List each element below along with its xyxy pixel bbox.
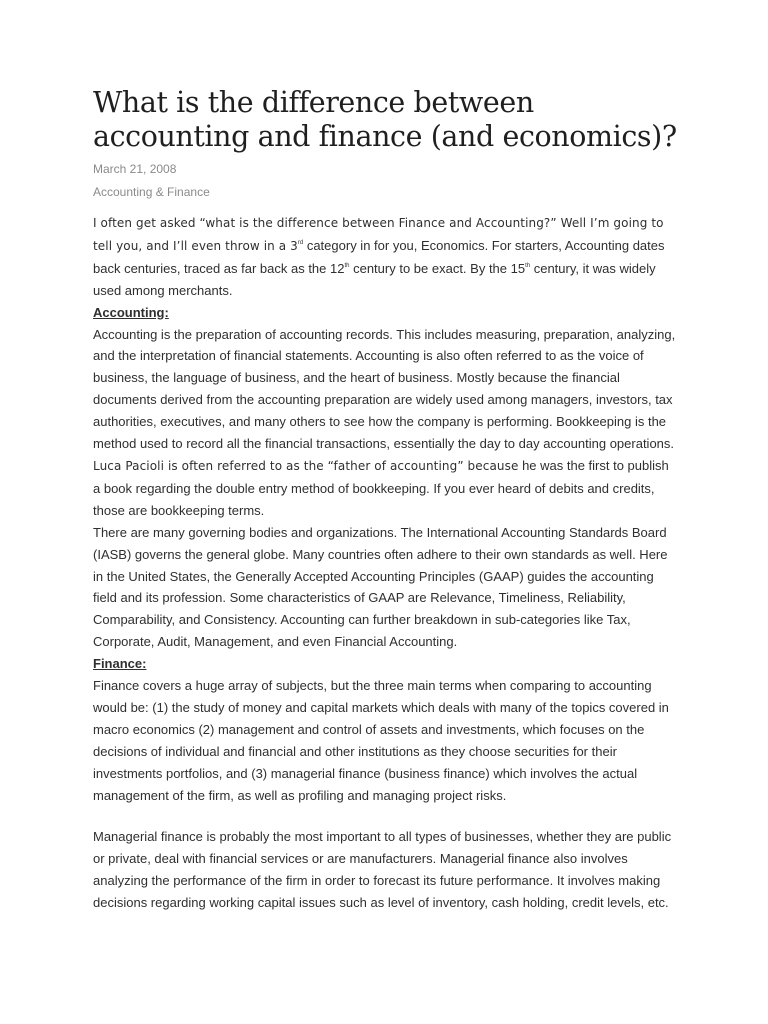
finance-heading: Finance: (93, 656, 147, 672)
article-date: March 21, 2008 (93, 162, 177, 176)
accounting-text-part-3: he was the first to publish a book regarding the double entry method of bookkeeping. If you ever heard of debits and credits, those are bookkeeping terms. (93, 457, 669, 518)
intro-paragraph (93, 212, 677, 302)
article-category: Accounting & Finance (93, 185, 210, 199)
superscript-th-2: th (525, 262, 531, 269)
intro-text-part-1: I often get asked “what is the difference between Finance and Accounting?” Well I’m going to tell you, and I’ll even throw in a 3 (93, 216, 664, 253)
superscript-th-1: th (344, 262, 350, 269)
accounting-paragraph-1 (93, 324, 677, 522)
accounting-text-part-2: Luca Pacioli is often referred to as the “father of accounting” because (93, 458, 519, 473)
accounting-paragraph-2: There are many governing bodies and organizations. The International Accounting Standards Board (IASB) governs the general globe. Many countries often adhere to their own standards as well. Here in the United States, the Generally Accepted Accounting Principles (GAAP) guides the accounting field and its profession. Some characteristics of GAAP are Relevance, Timeliness, Reliability, Comparability, and Consistency. Accounting can further breakdown in sub-categories like Tax, Corporate, Audit, Management, and even Financial Accounting. (93, 524, 668, 650)
superscript-rd: rd (297, 239, 304, 246)
finance-paragraph-2: Managerial finance is probably the most important to all types of businesses, whether they are public or private, deal with financial services or are manufacturers. Managerial finance also involves analyzing the performance of the firm in order to forecast its future performance. It involves making decisions regarding working capital issues such as level of inventory, cash holding, credit levels, etc. (93, 829, 672, 911)
intro-text-part-3: century to be exact. By the 15 (349, 260, 526, 276)
finance-paragraph-1: Finance covers a huge array of subjects, but the three main terms when comparing to accounting would be: (1) the study of money and capital markets which deals with many of the topics covered in macro economics (2) management and control of assets and investments, which focuses on the decisions of individual and financial and other institutions as they choose securities for their investments portfolios, and (3) managerial finance (business finance) which involves the actual management of the firm, as well as profiling and managing project risks. (93, 678, 669, 803)
intro-text-part-4: century, it was widely used among merchants. (93, 260, 656, 298)
accounting-text-part-1: Accounting is the preparation of accounting records. This includes measuring, preparation, analyzing, and the interpretation of financial statements. Accounting is also often referred to as the voice of business, the language of business, and the heart of business. Mostly because the financial documents derived from the accounting preparation are widely used among managers, investors, tax authorities, executives, and many others to see how the company is performing. Bookkeeping is the method used to record all the financial transactions, essentially the day to day accounting operations. (93, 326, 676, 452)
article-body (93, 212, 677, 914)
intro-text-part-2: category in for you, Economics. For starters, Accounting dates back centuries, traced as far back as the 12 (93, 237, 665, 276)
article-title: What is the difference between accounting and finance (and economics)? (93, 86, 677, 153)
paragraph-spacer (93, 806, 677, 826)
accounting-heading: Accounting: (93, 304, 169, 320)
